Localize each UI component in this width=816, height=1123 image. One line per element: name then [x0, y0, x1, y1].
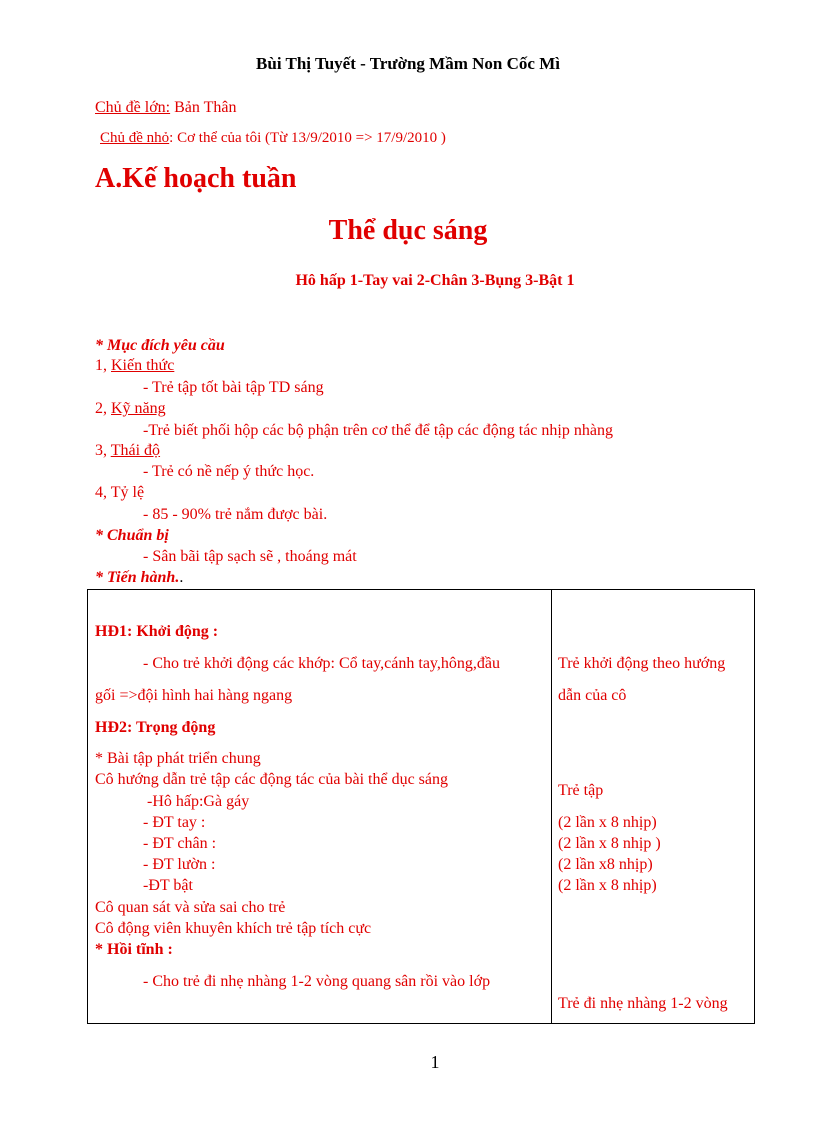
- purpose-label: Kiến thức: [111, 357, 175, 374]
- hd1-right2: dẫn của cô: [558, 687, 627, 704]
- purpose-num: 4,: [95, 484, 107, 501]
- hd1-right1: Trẻ khởi động theo hướng: [558, 655, 726, 672]
- hd2-right: Trẻ tập: [558, 782, 604, 799]
- prep-heading: * Chuẩn bị: [95, 527, 169, 544]
- prep-text: - Sân bãi tập sạch sẽ , thoáng mát: [143, 548, 357, 565]
- table-column-divider: [551, 590, 552, 1023]
- purpose-text: - Trẻ có nề nếp ý thức học.: [143, 463, 315, 480]
- hd2-right: (2 lần x8 nhịp): [558, 856, 653, 873]
- topic-big: [95, 99, 236, 117]
- cool-line: - Cho trẻ đi nhẹ nhàng 1-2 vòng quang sân rồi vào lớp: [143, 973, 491, 990]
- topic-small: [100, 130, 446, 147]
- hd2-title: HĐ2: Trọng động: [95, 719, 216, 736]
- proceed-heading: [95, 569, 183, 587]
- proceed-label: * Tiến hành.: [95, 569, 180, 586]
- hd1-line1: - Cho trẻ khởi động các khớp: Cổ tay,cánh tay,hông,đầu: [143, 655, 500, 672]
- cool-title: * Hồi tĩnh :: [95, 941, 173, 958]
- sub-title: Hô hấp 1-Tay vai 2-Chân 3-Bụng 3-Bật 1: [295, 272, 575, 289]
- purpose-num: 3,: [95, 442, 107, 459]
- hd2-line: * Bài tập phát triển chung: [95, 750, 261, 767]
- purpose-text: - 85 - 90% trẻ nắm được bài.: [143, 506, 328, 523]
- proceed-suffix: .: [179, 569, 184, 586]
- hd1-title: HĐ1: Khởi động :: [95, 623, 219, 640]
- topic-small-label: Chủ đề nhỏ: [100, 130, 170, 146]
- hd2-line: - ĐT tay :: [143, 814, 206, 831]
- purpose-item-attitude: [95, 442, 160, 460]
- topic-big-label: Chủ đề lớn:: [95, 99, 171, 116]
- hd2-line: Cô hướng dẫn trẻ tập các động tác của bài thể dục sáng: [95, 771, 449, 788]
- hd2-right: (2 lần x 8 nhịp): [558, 814, 657, 831]
- purpose-text: - Trẻ tập tốt bài tập TD sáng: [143, 379, 324, 396]
- purpose-label: Thái độ: [110, 442, 161, 459]
- hd2-line: -ĐT bật: [143, 877, 193, 894]
- purpose-item-skill: [95, 400, 166, 418]
- hd2-line: - ĐT lườn :: [143, 856, 216, 873]
- hd2-right: (2 lần x 8 nhịp ): [558, 835, 661, 852]
- purpose-heading: * Mục đích yêu cầu: [95, 337, 225, 354]
- hd2-line: Cô quan sát và sửa sai cho trẻ: [95, 899, 286, 916]
- hd2-line: - ĐT chân :: [143, 835, 217, 852]
- purpose-num: 1,: [95, 357, 107, 374]
- cool-right: Trẻ đi nhẹ nhàng 1-2 vòng: [558, 995, 728, 1012]
- topic-small-value: : Cơ thể của tôi (Từ 13/9/2010 => 17/9/2010 ): [169, 130, 446, 146]
- main-title: Thể dục sáng: [328, 215, 488, 246]
- hd2-line: -Hô hấp:Gà gáy: [147, 793, 250, 810]
- topic-big-value: Bản Thân: [170, 99, 237, 116]
- purpose-text: -Trẻ biết phối hộp các bộ phận trên cơ thể để tập các động tác nhịp nhàng: [143, 422, 613, 439]
- hd1-line2: gối =>đội hình hai hàng ngang: [95, 687, 293, 704]
- purpose-item-ratio: [95, 484, 144, 502]
- purpose-label: Tỷ lệ: [110, 484, 145, 501]
- hd2-line: Cô động viên khuyên khích trẻ tập tích cực: [95, 920, 372, 937]
- page-header: Bùi Thị Tuyết - Trường Mầm Non Cốc Mì: [256, 54, 560, 73]
- section-title: A.Kế hoạch tuần: [95, 163, 297, 194]
- purpose-num: 2,: [95, 400, 107, 417]
- page-number: 1: [430, 1052, 440, 1072]
- hd2-right: (2 lần x 8 nhịp): [558, 877, 657, 894]
- purpose-label: Kỹ năng: [111, 400, 166, 417]
- purpose-item-knowledge: [95, 357, 174, 375]
